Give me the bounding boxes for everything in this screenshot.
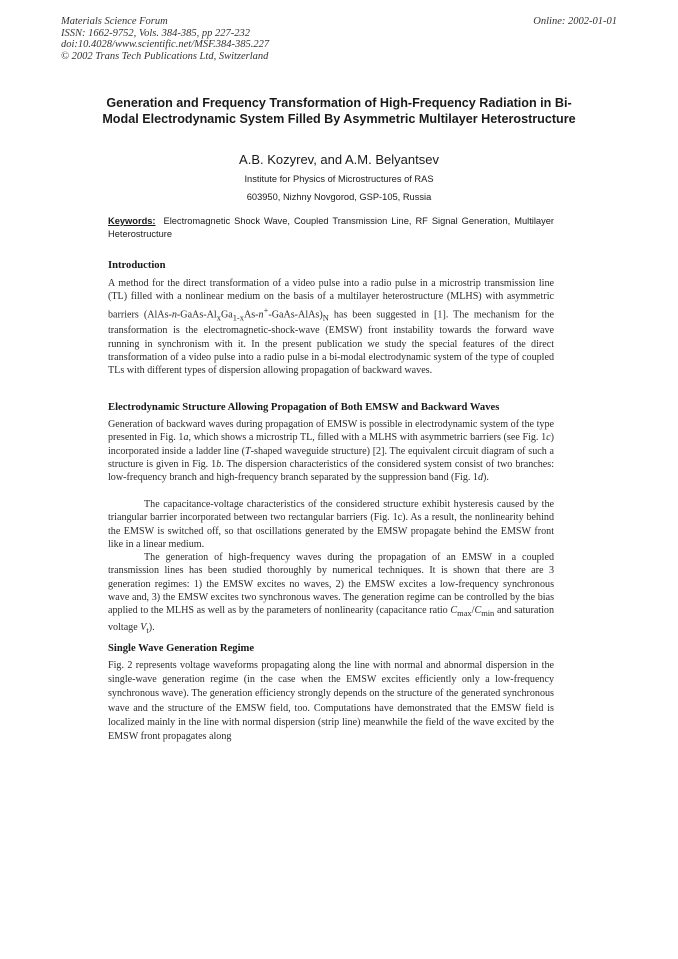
keywords-label: Keywords: xyxy=(108,216,156,226)
journal-name: Materials Science Forum xyxy=(61,16,168,27)
heading-introduction: Introduction xyxy=(108,260,166,271)
affiliation-address: 603950, Nizhny Novgorod, GSP-105, Russia xyxy=(246,192,432,202)
affiliation-institute: Institute for Physics of Microstructures of RAS xyxy=(244,174,434,184)
electro-paragraph-2: The capacitance-voltage characteristics of the considered structure exhibit hysteresis caused by the triangular barrier incorporated between two rectangular barriers (Fig. 1c). As a result, the nonlinearity behind the EMSW is switched off, so that oscillations generated by the EMSW propagate behind the EMSW front like in a linear medium. xyxy=(108,499,554,551)
keywords-text: Electromagnetic Shock Wave, Coupled Transmission Line, RF Signal Generation, Multilayer Heterostructure xyxy=(108,216,554,239)
electro-paragraph-3: The generation of high-frequency waves during the propagation of an EMSW in a coupled transmission lines has been studied thoroughly by numerical techniques. It is shown that there are 3 generation regimes: 1) the EMSW excites no waves, 2) the EMSW excites a low-frequency synchronous wave and, 3) the EMSW excites two synchronous waves. The generation regime can be controlled by the bias applied to the MLHS as well as by the parameters of nonlinearity (capacitance ratio $C_{max}/C_{min}$ and saturation voltage $V_t$). xyxy=(108,552,554,635)
online-date: Online: 2002-01-01 xyxy=(533,16,617,27)
intro-paragraph: A method for the direct transformation of a video pulse into a radio pulse in a microstrip transmission line (TL) filled with a nonlinear medium on the basis of a multilayer heterostructure (MLHS) with asymmetric barriers $(AlAs-n-GaAs-Al_xGa_{1-x}As-n^+-GaAs-AlAs)_N$ has been suggested in [1]. The mechanism for the transformation is the electromagnetic-shock-wave (EMSW) front instability towards the forward wave running in synchronism with it. In the present publication we study the special features of the direct transformation of a video pulse into a radio pulse in a bi-modal electrodynamic system of the type of coupled TLs with different types of dispersion allowing propagation of backward waves. xyxy=(108,278,554,377)
issn: ISSN: 1662-9752, Vols. 384-385, pp 227-232 xyxy=(61,27,250,39)
authors: A.B. Kozyrev, and A.M. Belyantsev xyxy=(239,152,439,167)
single-wave-paragraph: Fig. 2 represents voltage waveforms propagating along the line with normal and abnormal dispersion in the single-wave generation regime (in the case when the EMSW excites efficiently only a low-frequency synchronous wave). The generation efficiency strongly depends on the structure of the generated synchronous wave and the structure of the EMSW field, too. Computations have demonstrated that the EMSW field is localized mainly in the line with normal dispersion (strip line) meanwhile the field of the wave excited by the EMSW front propagates along xyxy=(108,660,554,743)
doi: doi:10.4028/www.scientific.net/MSF.384-385.227 xyxy=(61,39,270,50)
heading-electrodynamic-structure: Electrodynamic Structure Allowing Propagation of Both EMSW and Backward Waves xyxy=(108,402,500,413)
electro-paragraph-1: Generation of backward waves during propagation of EMSW is possible in electrodynamic system of the type presented in Fig. 1a, which shows a microstrip TL, filled with a MLHS with asymmetric barriers (see Fig. 1c) incorporated inside a ladder line (T-shaped waveguide structure) [2]. The equivalent circuit diagram of such a structure is given in Fig. 1b. The dispersion characteristics of the considered system consist of two branches: low-frequency branch and high-frequency branch separated by the suppression band (Fig. 1d). xyxy=(108,419,554,484)
heading-single-wave: Single Wave Generation Regime xyxy=(108,643,255,654)
paper-title: Generation and Frequency Transformation of High-Frequency Radiation in Bi-Modal Electrodynamic System Filled By Asymmetric Multilayer Heterostructure xyxy=(102,96,576,126)
journal-header xyxy=(61,16,617,62)
copyright: © 2002 Trans Tech Publications Ltd, Switzerland xyxy=(61,50,269,62)
keywords xyxy=(108,215,554,240)
